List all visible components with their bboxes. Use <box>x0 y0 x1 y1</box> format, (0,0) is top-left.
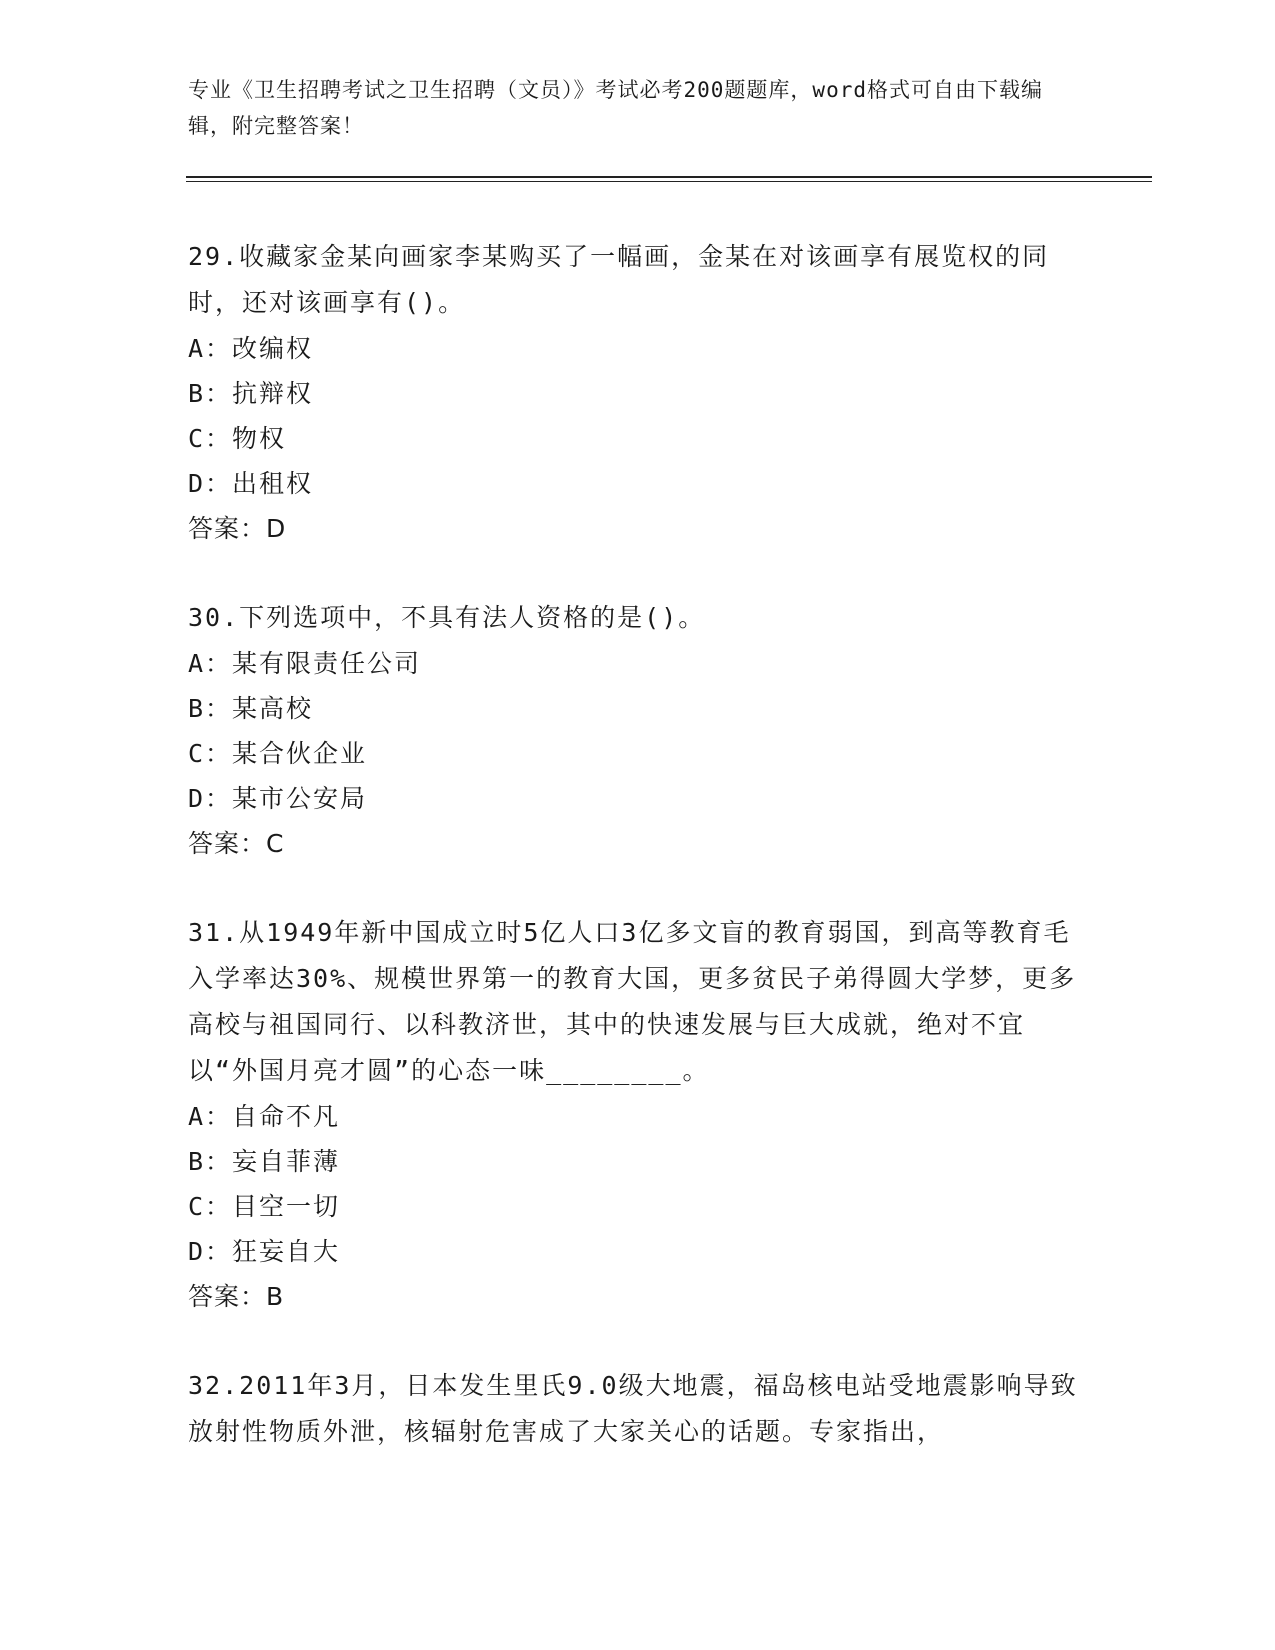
question-stem: 32.2011年3月，日本发生里氏9.0级大地震，福岛核电站受地震影响导致放射性物质外泄，核辐射危害成了大家关心的话题。专家指出， <box>188 1371 1078 1446</box>
question-stem: 29.收藏家金某向画家李某购买了一幅画，金某在对该画享有展览权的同时，还对该画享有()。 <box>188 242 1050 317</box>
option-d: D：狂妄自大 <box>188 1237 341 1266</box>
option-d: D：出租权 <box>188 469 314 498</box>
option-b: B：某高校 <box>188 694 314 723</box>
question-32 <box>188 1363 1088 1455</box>
answer-line: 答案：B <box>188 1282 285 1311</box>
answer-line: 答案：C <box>188 829 285 858</box>
option-c: C：某合伙企业 <box>188 739 368 768</box>
option-c: C：目空一切 <box>188 1192 341 1221</box>
question-stem: 30.下列选项中，不具有法人资格的是()。 <box>188 603 706 632</box>
answer-line: 答案：D <box>188 514 287 543</box>
option-a: A：自命不凡 <box>188 1102 341 1131</box>
option-a: A：某有限责任公司 <box>188 649 422 678</box>
question-list <box>188 234 1088 1499</box>
option-d: D：某市公安局 <box>188 784 368 813</box>
document-header: 专业《卫生招聘考试之卫生招聘（文员）》考试必考200题题库，word格式可自由下载编辑，附完整答案！ <box>188 78 1043 138</box>
option-b: B：妄自菲薄 <box>188 1147 341 1176</box>
question-31 <box>188 910 1088 1319</box>
option-a: A：改编权 <box>188 334 314 363</box>
question-stem: 31.从1949年新中国成立时5亿人口3亿多文盲的教育弱国，到高等教育毛入学率达30%、规模世界第一的教育大国，更多贫民子弟得圆大学梦，更多高校与祖国同行、以科教济世，其中的快速发展与巨大成就，绝对不宜以“外国月亮才圆”的心态一味________。 <box>188 918 1077 1085</box>
header-divider-bottom <box>186 181 1152 182</box>
header-divider-top <box>186 176 1152 178</box>
option-b: B：抗辩权 <box>188 379 314 408</box>
option-c: C：物权 <box>188 424 287 453</box>
question-29 <box>188 234 1088 551</box>
question-30 <box>188 595 1088 866</box>
